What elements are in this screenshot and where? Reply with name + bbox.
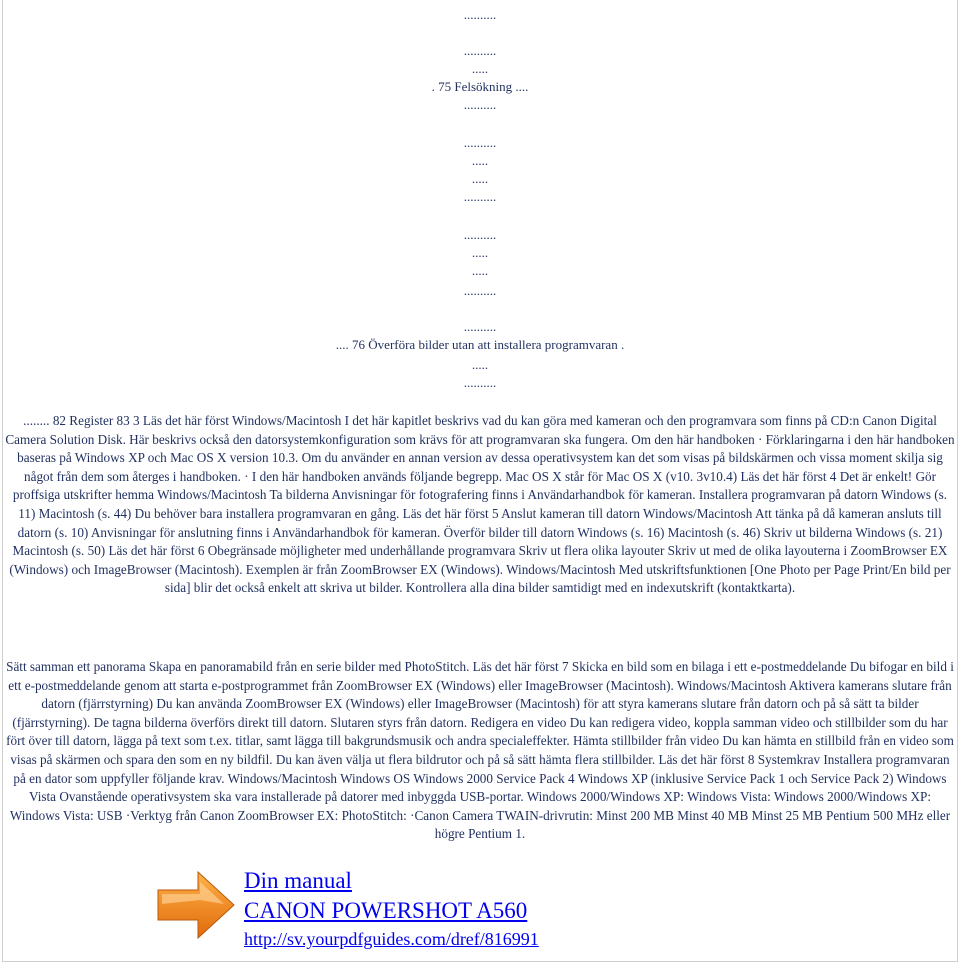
toc-line: .......... bbox=[463, 375, 497, 390]
body-paragraph-1: ........ 82 Register 83 3 Läs det här först Windows/Macintosh I det här kapitlet beskrivs vad du kan göra med kameran och den programvara som finns på CD:n Canon Digital Camera Solution Disk. Här beskrivs också den datorsystemkonfiguration som krävs för att programvaran ska fungera. Om den här handboken · Förklaringarna i den här handboken baseras på Windows XP och Mac OS X version 10.3. Om du använder en annan version av dessa operativsystem kan det som visas på bildskärmen och vissa moment skilja sig något från dem som återges i handboken. · I den här handboken används följande begrepp. Mac OS X står för Mac OS X (v10. 3v10.4) Läs det här först 4 Det är enkelt! Gör proffsiga utskrifter hemma Windows/Macintosh Ta bilderna Anvisningar för fotografering finns i Användarhandbok för kameran. Installera programvaran på datorn Windows (s. 11) Macintosh (s. 44) Du behöver bara installera programvaran en gång. Läs det här först 5 Anslut kameran till datorn Windows/Macintosh Att tänka på då kameran ansluts till datorn (s. 10) Anvisningar för anslutning finns i Användarhandbok för kameran. Överför bilder till datorn Windows (s. 16) Macintosh (s. 46) Skriv ut bilderna Windows (s. 21) Macintosh (s. 50) Läs det här först 6 Obegränsade möjligheter med underhållande programvara Skriv ut flera olika layouter Skriv ut med de olika layouterna i ZoomBrowser EX (Windows) och ImageBrowser (Macintosh). Exemplen är från ZoomBrowser EX (Windows). Windows/Macintosh Med utskriftsfunktionen [One Photo per Page Print/En bild per sida] blir det också enkelt att skriva ut bilder. Kontrollera alla dina bilder samtidigt med en indexutskrift (kontaktkarta). bbox=[5, 413, 955, 596]
toc-line: .......... bbox=[463, 7, 497, 22]
toc-line: .... 76 Överföra bilder utan att installera programvaran . bbox=[335, 337, 625, 352]
toc-line: .......... bbox=[463, 227, 497, 242]
footer bbox=[150, 860, 850, 960]
manual-arrow-logo-icon bbox=[150, 860, 238, 950]
body-text-block-1 bbox=[4, 412, 956, 598]
footer-links bbox=[244, 866, 539, 952]
toc-line: .......... bbox=[463, 283, 497, 298]
url-link[interactable]: http://sv.yourpdfguides.com/dref/816991 bbox=[244, 929, 539, 949]
toc-line: ..... bbox=[471, 357, 489, 372]
toc-line: .......... bbox=[463, 43, 497, 58]
body-text-block-2 bbox=[4, 658, 956, 844]
toc-line: .......... bbox=[463, 319, 497, 334]
din-manual-link[interactable]: Din manual bbox=[244, 868, 352, 893]
toc-line: ..... bbox=[471, 263, 489, 278]
toc-line: .......... bbox=[463, 189, 497, 204]
product-link[interactable]: CANON POWERSHOT A560 bbox=[244, 898, 528, 923]
body-paragraph-2: Sätt samman ett panorama Skapa en panoramabild från en serie bilder med PhotoStitch. Läs det här först 7 Skicka en bild som en bilaga i ett e-postmeddelande Du bifogar en bild i ett e-postmeddelande genom att starta e-postprogrammet från ZoomBrowser EX (Windows) eller ImageBrowser (Macintosh). Windows/Macintosh Aktivera kamerans slutare från datorn (fjärrstyrning) Du kan använda ZoomBrowser EX (Windows) eller ImageBrowser (Macintosh) för att styra kamerans slutare från datorn och på så sätt ta bilder (fjärrstyrning). De tagna bilderna överförs direkt till datorn. Slutaren styrs från datorn. Redigera en video Du kan redigera video, koppla samman video och stillbilder som du har fört över till datorn, lägga på text som t.ex. titlar, samt lägga till bakgrundsmusik och andra specialeffekter. Hämta stillbilder från video Du kan hämta en stillbild från en video som visas på skärmen och spara den som en ny bildfil. Du kan även välja ut flera bildrutor och på så sätt hämta flera stillbilder. Läs det här först 8 Systemkrav Installera programvaran på en dator som uppfyller följande krav. Windows/Macintosh Windows OS Windows 2000 Service Pack 4 Windows XP (inklusive Service Pack 1 och Service Pack 2) Windows Vista Ovanstående operativsystem ska vara installerade på datorer med inbyggda USB-portar. Windows 2000/Windows XP: Windows Vista: Windows 2000/Windows XP: Windows Vista: USB ·Verktyg från Canon ZoomBrowser EX: PhotoStitch: ·Canon Camera TWAIN-drivrutin: Minst 200 MB Minst 40 MB Minst 25 MB Pentium 500 MHz eller högre Pentium 1. bbox=[6, 659, 954, 842]
toc-line: ..... bbox=[471, 171, 489, 186]
toc-line: ..... bbox=[471, 153, 489, 168]
toc-line: . 75 Felsökning .... bbox=[431, 79, 529, 94]
toc-line: .......... bbox=[463, 97, 497, 112]
toc-line: .......... bbox=[463, 135, 497, 150]
toc-line: ..... bbox=[471, 61, 489, 76]
toc-line: ..... bbox=[471, 245, 489, 260]
